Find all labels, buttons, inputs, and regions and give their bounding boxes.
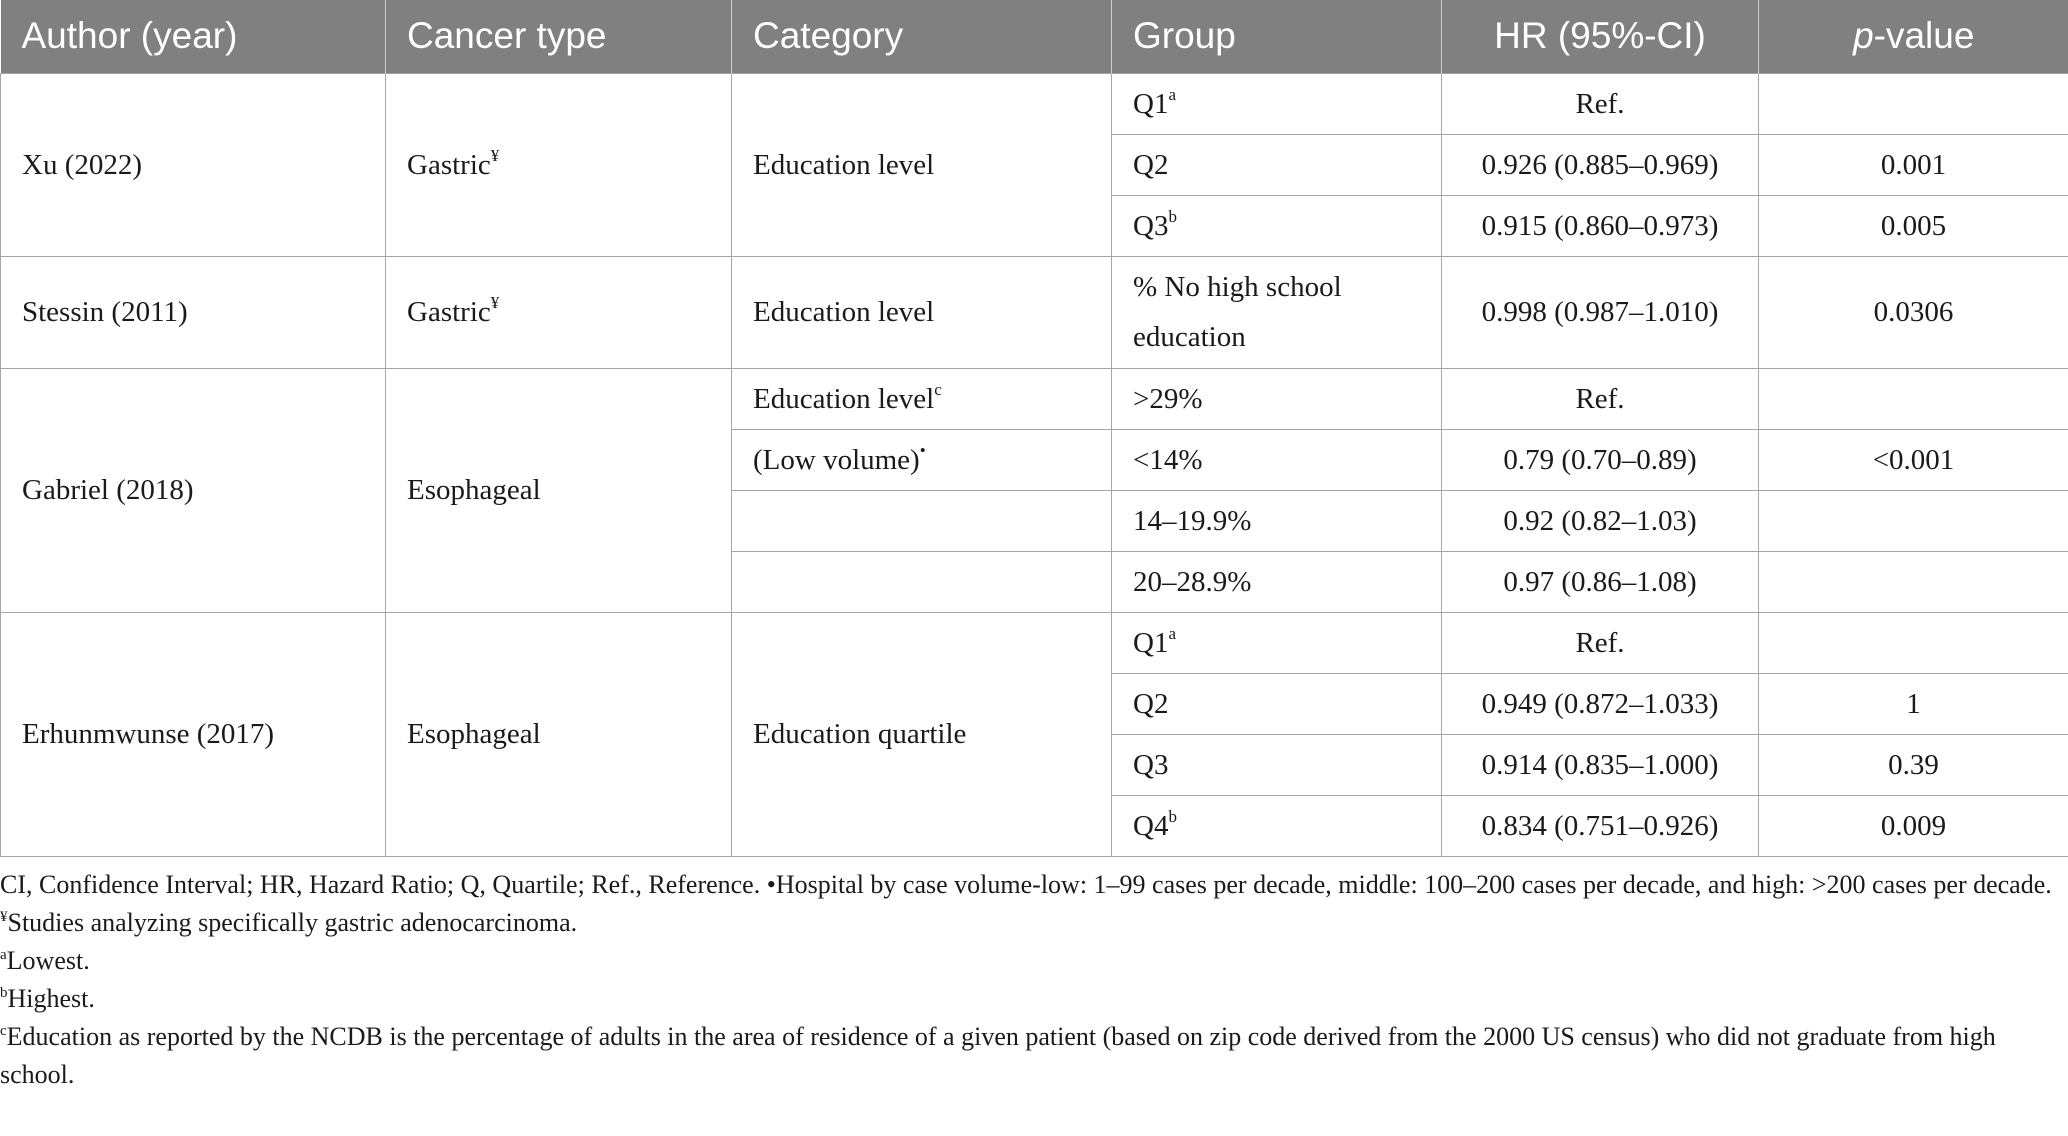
group-text: Q3 [1133,209,1169,242]
cancer-type-cell [386,256,732,368]
p-value-cell: 0.39 [1759,734,2068,795]
cancer-type-text: Gastric [407,148,491,181]
footnote-abbreviations: CI, Confidence Interval; HR, Hazard Ratio; Q, Quartile; Ref., Reference. •Hospital by case volume-low: 1–99 cases per decade, middle: 100–200 cases per decade, and high: >200 cases per decade. [0,870,2052,899]
group-cell: >29% [1112,368,1442,429]
header-p-value [1759,0,2068,73]
footnote-marker: ¥ [490,145,500,165]
author-cell: Xu (2022) [1,73,386,256]
hr-cell: 0.926 (0.885–0.969) [1442,134,1759,195]
footnote-marker: b [1168,806,1177,826]
footnote-text: Studies analyzing specifically gastric adenocarcinoma. [7,908,578,937]
group-text: Q1 [1133,87,1169,120]
footnote-marker: a [0,947,7,963]
hr-cell: 0.79 (0.70–0.89) [1442,429,1759,490]
p-value-cell [1759,73,2068,134]
footnote-text: Highest. [7,984,95,1013]
footnote-marker: b [1168,206,1177,226]
hr-cell: Ref. [1442,612,1759,673]
hr-cell: 0.834 (0.751–0.926) [1442,795,1759,856]
hr-cell: 0.92 (0.82–1.03) [1442,490,1759,551]
group-text: Q1 [1133,626,1169,659]
header-cancer-type: Cancer type [386,0,732,73]
group-cell: Q2 [1112,673,1442,734]
category-cell [732,490,1112,551]
group-cell: <14% [1112,429,1442,490]
hr-cell: 0.97 (0.86–1.08) [1442,551,1759,612]
hr-cell: 0.914 (0.835–1.000) [1442,734,1759,795]
header-category: Category [732,0,1112,73]
p-value-cell: 0.009 [1759,795,2068,856]
footnote-marker: c [934,379,942,399]
category-cell [732,551,1112,612]
header-p-rest: -value [1873,15,1975,57]
footnote-marker: b [0,985,8,1001]
table-row [1,368,2068,429]
hr-cell: Ref. [1442,368,1759,429]
category-cell [732,368,1112,429]
footnote-marker: a [1168,623,1176,643]
footnote-marker: • [919,440,926,460]
footnote-lowest [0,942,2064,980]
group-cell [1112,195,1442,256]
table-footnotes [0,866,2068,1094]
group-cell [1112,73,1442,134]
group-cell [1112,795,1442,856]
author-cell: Erhunmwunse (2017) [1,612,386,856]
header-hr: HR (95%-CI) [1442,0,1759,73]
author-cell: Gabriel (2018) [1,368,386,612]
footnote-marker: a [1168,84,1176,104]
group-cell [1112,612,1442,673]
hr-cell: Ref. [1442,73,1759,134]
p-value-cell: 0.0306 [1759,256,2068,368]
group-cell: Q2 [1112,134,1442,195]
footnote-text: Education as reported by the NCDB is the percentage of adults in the area of residence of a given patient (based on zip code derived from the 2000 US census) who did not graduate from high school. [0,1022,1996,1089]
header-author: Author (year) [1,0,386,73]
p-value-cell: 0.005 [1759,195,2068,256]
header-p-italic: p [1853,15,1874,57]
cancer-type-cell [386,73,732,256]
table-row [1,256,2068,368]
category-text: (Low volume) [753,443,920,476]
footnote-marker: ¥ [490,293,500,312]
category-cell [732,429,1112,490]
table-header-row [1,0,2068,73]
p-value-cell: <0.001 [1759,429,2068,490]
cancer-type-cell: Esophageal [386,612,732,856]
cancer-type-cell: Esophageal [386,368,732,612]
category-cell: Education level [732,73,1112,256]
category-cell: Education quartile [732,612,1112,856]
p-value-cell [1759,612,2068,673]
cancer-type-text: Gastric [407,296,491,328]
footnote-marker: ¥ [0,909,8,925]
hr-cell: 0.915 (0.860–0.973) [1442,195,1759,256]
footnote-gastric [0,904,2064,942]
category-text: Education level [753,382,935,415]
p-value-cell [1759,490,2068,551]
group-cell: 14–19.9% [1112,490,1442,551]
footnote-highest [0,980,2064,1018]
hr-cell: 0.949 (0.872–1.033) [1442,673,1759,734]
p-value-cell [1759,368,2068,429]
group-text: Q4 [1133,809,1169,842]
table-row [1,612,2068,673]
footnote-education [0,1018,2064,1094]
table-row [1,73,2068,134]
group-cell: 20–28.9% [1112,551,1442,612]
footnote-text: Lowest. [6,946,90,975]
footnote-marker: c [0,1023,7,1039]
p-value-cell: 1 [1759,673,2068,734]
author-cell: Stessin (2011) [1,256,386,368]
p-value-cell: 0.001 [1759,134,2068,195]
category-cell: Education level [732,256,1112,368]
group-cell: % No high school education [1112,256,1442,368]
p-value-cell [1759,551,2068,612]
hr-cell: 0.998 (0.987–1.010) [1442,256,1759,368]
group-cell: Q3 [1112,734,1442,795]
header-group: Group [1112,0,1442,73]
